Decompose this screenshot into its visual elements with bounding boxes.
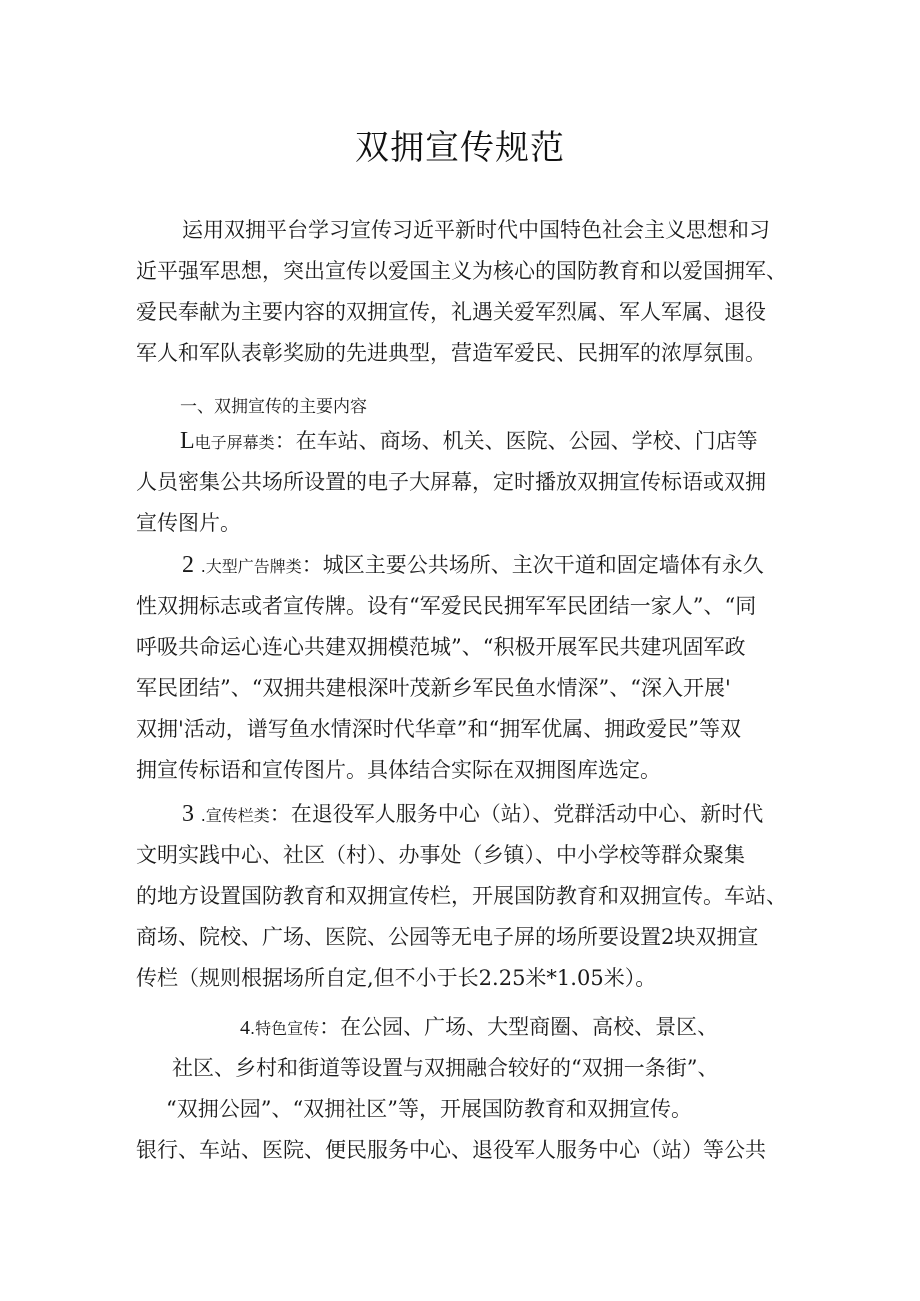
item2-line-2: 性双拥标志或者宣传牌。设有“军爱民民拥军军民团结一家人”、“同 — [136, 594, 757, 618]
item4-number: 4 — [240, 1017, 250, 1039]
intro-line-1: 运用双拥平台学习宣传习近平新时代中国特色社会主义思想和习 — [182, 218, 770, 242]
item3-text-1: ：在退役军人服务中心（站）、党群活动中心、新时代 — [269, 802, 764, 826]
item4-line-4: 银行、车站、医院、便民服务中心、退役军人服务中心（站）等公共 — [136, 1138, 766, 1162]
item2-line-4: 军民团结”、“双拥共建根深叶茂新乡军民鱼水情深”、“深入开展' — [136, 676, 731, 700]
item1-line-1 — [180, 427, 758, 457]
item2-text-1: ：城区主要公共场所、主次干道和固定墙体有永久 — [301, 553, 764, 577]
item1-text-1: ：在车站、商场、机关、医院、公园、学校、门店等 — [274, 429, 758, 453]
intro-line-3: 爱民奉献为主要内容的双拥宣传，礼遇关爱军烈属、军人军属、退役 — [136, 300, 766, 324]
item3-number: 3 — [182, 801, 194, 827]
item1-line-3: 宣传图片。 — [136, 511, 241, 535]
item4-line-3: “双拥公园”、“双拥社区”等，开展国防教育和双拥宣传。 — [166, 1097, 692, 1121]
item2-line-6: 拥宣传标语和宣传图片。具体结合实际在双拥图库选定。 — [136, 758, 661, 782]
item3-line-1 — [182, 800, 763, 830]
item3-line-5: 传栏（规则根据场所自定,但不小于长2.25米*1.05米）。 — [136, 966, 657, 990]
item3-label: .宣传栏类 — [200, 806, 270, 825]
item2-label: .大型广告牌类 — [200, 557, 302, 576]
item2-line-5: 双拥'活动，谱写鱼水情深时代华章”和“拥军优属、拥政爱民”等双 — [136, 717, 741, 741]
intro-line-2: 近平强军思想，突出宣传以爱国主义为核心的国防教育和以爱国拥军、 — [136, 259, 787, 283]
item1-label: 电子屏幕类 — [194, 433, 275, 452]
page-title: 双拥宣传规范 — [355, 128, 565, 168]
item4-label: .特色宣传 — [250, 1019, 320, 1038]
item1-line-2: 人员密集公共场所设置的电子大屏幕，定时播放双拥宣传标语或双拥 — [136, 470, 766, 494]
item2-number: 2 — [182, 552, 194, 578]
item3-line-4: 商场、院校、广场、医院、公园等无电子屏的场所要设置2块双拥宣 — [136, 925, 759, 949]
item3-line-2: 文明实践中心、社区（村）、办事处（乡镇）、中小学校等群众聚集 — [136, 843, 745, 867]
item4-text-1: ：在公园、广场、大型商圈、高校、景区、 — [319, 1015, 719, 1039]
item2-line-1 — [182, 551, 764, 581]
item3-line-3: 的地方设置国防教育和双拥宣传栏，开展国防教育和双拥宣传。车站、 — [136, 884, 787, 908]
item1-number: L — [180, 428, 195, 454]
item4-line-2: 社区、乡村和街道等设置与双拥融合较好的“双拥一条街”、 — [172, 1056, 719, 1080]
intro-line-4: 军人和军队表彰奖励的先进典型，营造军爱民、民拥军的浓厚氛围。 — [136, 341, 766, 365]
item2-line-3: 呼吸共命运心连心共建双拥模范城”、“积极开展军民共建巩固军政 — [136, 635, 746, 659]
section-heading: 一、双拥宣传的主要内容 — [180, 397, 367, 417]
item4-line-1 — [240, 1013, 718, 1043]
